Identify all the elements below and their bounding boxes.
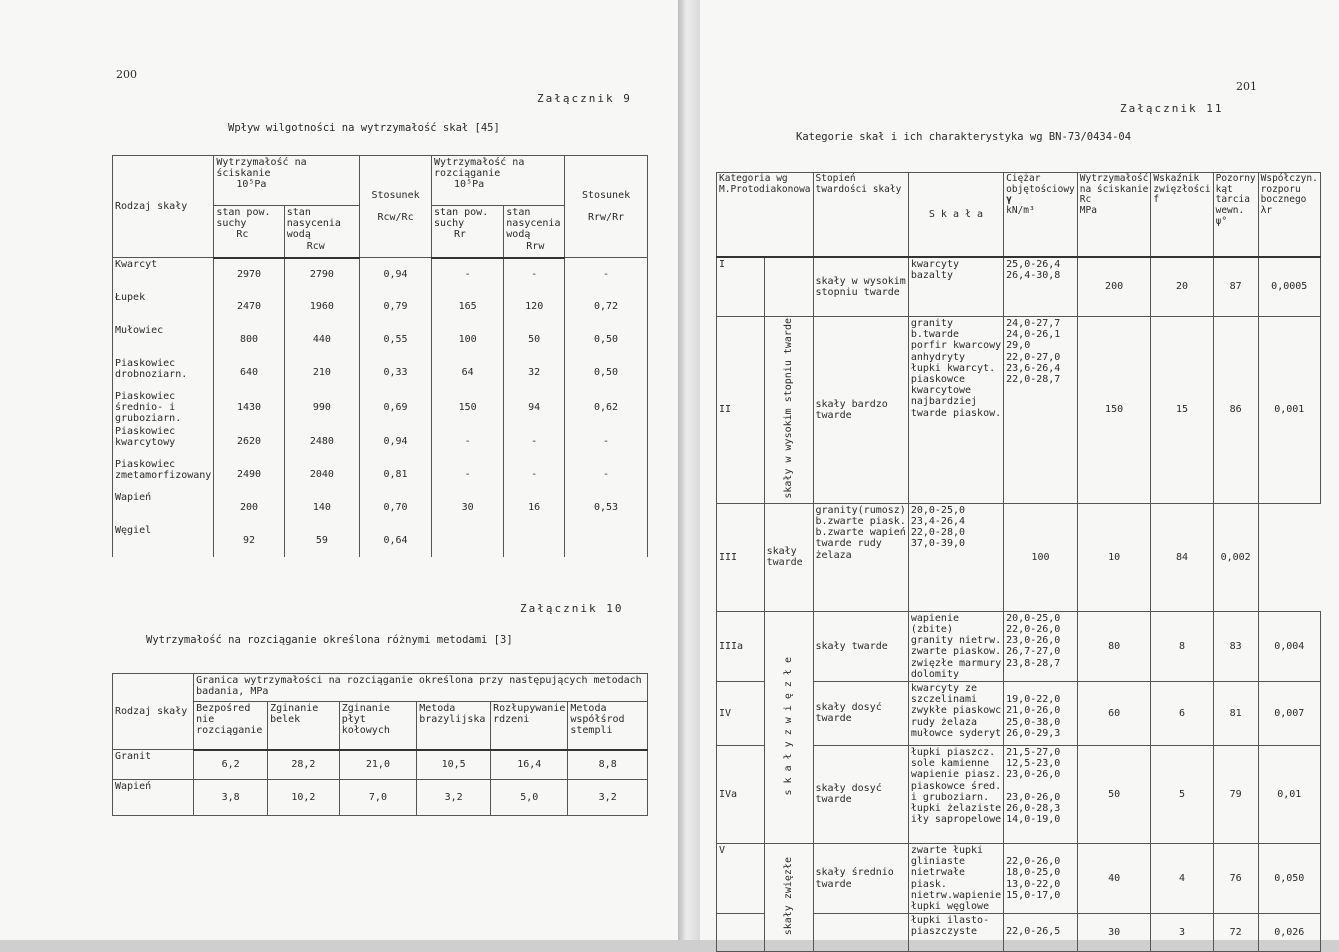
rock-name: iły sapropelowe — [910, 814, 1002, 826]
annex10-table — [112, 673, 648, 816]
header-tension: Wytrzymałość na rozciąganie 10⁵Pa — [432, 156, 565, 206]
rock-name: zwięzłe marmury — [910, 657, 1002, 669]
header-rock-type: Rodzaj skały — [113, 674, 194, 750]
category-cell: IV — [717, 681, 765, 745]
rock-name-cell: Piaskowiec kwarcytowy — [113, 425, 214, 458]
value-cell: 0,001 — [1258, 317, 1320, 504]
value-cell: 6 — [1151, 681, 1213, 745]
rock-name: bazalty — [910, 269, 953, 281]
header-m3: Zginanie płyt kołowych — [339, 702, 416, 750]
table-row — [113, 524, 648, 557]
value-cell: 87 — [1213, 257, 1258, 317]
category-cell: I — [717, 257, 765, 317]
table-row — [113, 750, 648, 780]
weight-value — [1006, 845, 1075, 856]
annex9-label: Załącznik 9 — [537, 92, 632, 105]
value-cell: 0,79 — [360, 291, 432, 324]
value-cell: 5,0 — [491, 780, 568, 816]
header-hardness: Stopień twardości skały — [813, 173, 908, 257]
value-cell: 150 — [1077, 317, 1151, 504]
value-cell: 0,01 — [1258, 745, 1320, 843]
hardness-cell: skały dosyć twarde — [813, 681, 908, 745]
value-cell: - — [565, 458, 648, 491]
weight-value: 21,5-27,0 — [1006, 746, 1061, 758]
value-cell: 7,0 — [339, 780, 416, 816]
value-cell: 10 — [1077, 503, 1151, 611]
weight-value: 14,0-19,0 — [1006, 814, 1061, 826]
weight-value: 23,0-26,0 — [1006, 635, 1061, 647]
value-cell: - — [432, 425, 504, 458]
weight-cell — [1004, 745, 1078, 843]
header-dry-t: stan pow. suchy Rr — [432, 206, 504, 258]
table-row — [717, 843, 1321, 913]
table-row — [113, 357, 648, 390]
value-cell: 28,2 — [268, 750, 340, 780]
table-row — [717, 503, 1321, 611]
value-cell: 40 — [1077, 843, 1151, 913]
rock-name: łupki kwarcyt. — [910, 362, 996, 374]
category-cell — [717, 914, 765, 952]
header-ratio2: Stosunek Rrw/Rr — [565, 156, 648, 258]
weight-value: 29,0 — [1006, 340, 1031, 352]
rock-name-cell: Kwarcyt — [113, 258, 214, 291]
value-cell: 6,2 — [194, 750, 268, 780]
rock-name: i gruboziarn. — [910, 791, 990, 803]
rock-name: granity nietrw. — [910, 635, 1002, 647]
header-rock-type: Rodzaj skały — [113, 156, 214, 258]
value-cell: 800 — [214, 324, 284, 357]
rock-name-cell: Łupek — [113, 291, 214, 324]
header-m1: Bezpośred nie rozciąganie — [194, 702, 268, 750]
value-cell: 1960 — [284, 291, 359, 324]
annex9-title: Wpływ wilgotności na wytrzymałość skał [45] — [228, 122, 500, 134]
value-cell: 94 — [504, 390, 565, 426]
category-cell: IIIa — [717, 611, 765, 681]
value-cell: 165 — [432, 291, 504, 324]
rock-name-cell: Piaskowiec zmetamorfizowany — [113, 458, 214, 491]
rock-name: twarde rudy żelaza — [815, 538, 882, 561]
value-cell: 140 — [284, 491, 359, 524]
rock-name: gliniaste — [910, 856, 966, 868]
weight-value: 23,6-26,4 — [1006, 362, 1061, 374]
group-label: s k a ł y z w i ę z ł e — [782, 656, 794, 796]
rock-name: rudy żelaza — [910, 716, 978, 728]
table-row — [113, 425, 648, 458]
weight-value — [1006, 781, 1075, 792]
header-category: Kategoria wg M.Protodiakonowa — [717, 173, 814, 257]
rock-name-cell: Piaskowiec średnio- i gruboziarn. — [113, 390, 214, 426]
group-label: skały zwięzłe — [782, 856, 794, 936]
weight-value: 26,7-27,0 — [1006, 646, 1061, 658]
value-cell: 0,72 — [565, 291, 648, 324]
annex11-title: Kategorie skał i ich charakterystyka wg BN-73/0434-04 — [796, 131, 1132, 143]
rock-name: anhydryty — [910, 351, 966, 363]
header-weight: Ciężar objętościowy γ kN/m³ — [1004, 173, 1078, 257]
weight-value: 24,0-27,7 — [1006, 318, 1061, 329]
rock-list-cell — [908, 914, 1003, 952]
value-cell: 0,50 — [565, 324, 648, 357]
value-cell: - — [432, 258, 504, 291]
value-cell: 83 — [1213, 611, 1258, 681]
rock-name-cell: Wapień — [113, 780, 194, 816]
table-row — [717, 317, 1321, 504]
value-cell: 3,8 — [194, 780, 268, 816]
weight-cell — [1004, 611, 1078, 681]
rock-name: piaszczyste — [910, 926, 978, 938]
value-cell: 2970 — [214, 258, 284, 291]
weight-value: 22,0-28,0 — [910, 527, 966, 539]
weight-value: 26,0-29,3 — [1006, 727, 1061, 739]
header-friction: Pozorny kąt tarcia wewn. ψ° — [1213, 173, 1258, 257]
header-wet-t: stan nasycenia wodą Rrw — [504, 206, 565, 258]
value-cell: 200 — [1077, 257, 1151, 317]
value-cell: 80 — [1077, 611, 1151, 681]
value-cell: 8 — [1151, 611, 1213, 681]
value-cell: - — [565, 425, 648, 458]
value-cell: 0,004 — [1258, 611, 1320, 681]
rock-name-cell: Piaskowiec drobnoziarn. — [113, 357, 214, 390]
weight-value: 25,0-26,4 — [1006, 258, 1061, 270]
table-row — [113, 458, 648, 491]
rock-list-cell — [908, 745, 1003, 843]
value-cell: 30 — [432, 491, 504, 524]
group-label: skały w wysokim stopniu twarde — [782, 318, 794, 499]
rock-name: piaskowce śred. — [910, 780, 1002, 792]
value-cell: 0,002 — [1213, 503, 1258, 611]
value-cell: 0,62 — [565, 390, 648, 426]
rock-name: twarde piaskow. — [910, 407, 1002, 419]
rock-name: kwarcyty ze szczelinami — [910, 682, 978, 706]
page-number: 201 — [1236, 80, 1257, 93]
value-cell: 30 — [1077, 914, 1151, 952]
weight-value: 18,0-25,0 — [1006, 867, 1061, 879]
book-gutter — [678, 0, 700, 940]
header-rock: S k a ł a — [908, 173, 1003, 257]
annex11-label: Załącznik 11 — [1120, 102, 1224, 115]
value-cell: - — [504, 258, 565, 291]
value-cell: 15 — [1151, 317, 1213, 504]
rock-name: wapienie (zbite) — [910, 612, 959, 635]
value-cell: 440 — [284, 324, 359, 357]
value-cell: 2040 — [284, 458, 359, 491]
header-lateral: Współczyn. rozporu bocznego λr — [1258, 173, 1320, 257]
weight-value: 20,0-25,0 — [1006, 612, 1061, 624]
weight-value: 23,0-26,0 — [1006, 769, 1061, 781]
weight-value: 22,0-27,0 — [1006, 351, 1061, 363]
hardness-cell: skały twarde — [764, 503, 813, 611]
page-number: 200 — [116, 68, 137, 81]
rock-name: b.zwarte wapień — [815, 527, 906, 539]
rock-name: kwarcyty — [910, 258, 959, 270]
value-cell: 0,33 — [360, 357, 432, 390]
value-cell: 1430 — [214, 390, 284, 426]
value-cell: 200 — [214, 491, 284, 524]
rock-name: sole kamienne — [910, 758, 990, 770]
table-row — [113, 258, 648, 291]
weight-value: 23,0-26,0 — [1006, 791, 1061, 803]
value-cell: 0,55 — [360, 324, 432, 357]
rock-name: porfir kwarcowy — [910, 340, 1002, 352]
value-cell: 2470 — [214, 291, 284, 324]
rock-name: granity(rumosz) — [815, 504, 906, 516]
table-row — [717, 257, 1321, 317]
value-cell: - — [504, 458, 565, 491]
annex10-label: Załącznik 10 — [520, 602, 624, 615]
rock-name: granity b.twarde — [910, 318, 959, 341]
value-cell: - — [504, 425, 565, 458]
header-m6: Metoda współśrod stempli — [568, 702, 648, 750]
value-cell: 4 — [1151, 843, 1213, 913]
value-cell: 0,007 — [1258, 681, 1320, 745]
header-compression: Wytrzymałość na ściskanie 10⁵Pa — [214, 156, 360, 206]
weight-value: 37,0-39,0 — [910, 538, 966, 550]
group-blank-cell — [764, 257, 813, 317]
weight-value: 22,0-28,7 — [1006, 373, 1061, 385]
weight-value: 23,4-26,4 — [910, 516, 966, 527]
weight-cell — [1004, 914, 1078, 952]
weight-value: 26,4-30,8 — [1006, 269, 1061, 281]
value-cell: 990 — [284, 390, 359, 426]
weight-value: 12,5-23,0 — [1006, 758, 1061, 770]
value-cell: 0,94 — [360, 425, 432, 458]
value-cell: 0,026 — [1258, 914, 1320, 952]
category-cell: IVa — [717, 745, 765, 843]
rock-name: łupki węglowe — [910, 900, 990, 912]
value-cell: 0,0005 — [1258, 257, 1320, 317]
value-cell: 150 — [432, 390, 504, 426]
weight-value: 13,0-22,0 — [1006, 878, 1061, 890]
header-m4: Metoda brazylijska — [417, 702, 491, 750]
value-cell: 0,64 — [360, 524, 432, 557]
rock-name: wapienie piasz. — [910, 769, 1002, 781]
value-cell: 20 — [1151, 257, 1213, 317]
value-cell: 0,70 — [360, 491, 432, 524]
category-cell: V — [717, 843, 765, 913]
weight-value: 20,0-25,0 — [910, 504, 966, 516]
rock-list-cell — [908, 257, 1003, 317]
value-cell: 640 — [214, 357, 284, 390]
header-dry: stan pow. suchy Rc — [214, 206, 284, 258]
value-cell: 10,5 — [417, 750, 491, 780]
value-cell — [432, 524, 504, 557]
header-span: Granica wytrzymałości na rozciąganie określona przy następujących metodach badania, MPa — [194, 674, 648, 702]
rock-name-cell: Granit — [113, 750, 194, 780]
value-cell: 2620 — [214, 425, 284, 458]
value-cell: 0,50 — [565, 357, 648, 390]
value-cell: 0,94 — [360, 258, 432, 291]
weight-value: 19,0-22,0 — [1006, 694, 1061, 706]
weight-cell — [1004, 317, 1078, 504]
value-cell: 16,4 — [491, 750, 568, 780]
table-row — [113, 491, 648, 524]
weight-value: 25,0-38,0 — [1006, 716, 1061, 728]
weight-cell — [1004, 681, 1078, 745]
group-label-cell — [764, 317, 813, 504]
header-m5: Rozłupywanie rdzeni — [491, 702, 568, 750]
hardness-cell: skały twarde — [813, 611, 908, 681]
value-cell: 84 — [1151, 503, 1213, 611]
right-page — [700, 0, 1339, 940]
hardness-cell — [813, 914, 908, 952]
value-cell: 92 — [214, 524, 284, 557]
group-label-cell — [764, 843, 813, 951]
value-cell: 60 — [1077, 681, 1151, 745]
rock-name: zwarte piaskow. — [910, 646, 1002, 658]
annex10-title: Wytrzymałość na rozciąganie określona różnymi metodami [3] — [146, 634, 513, 646]
value-cell: 100 — [1004, 503, 1078, 611]
weight-value — [1006, 915, 1075, 926]
value-cell: 32 — [504, 357, 565, 390]
rock-name-cell: Wapień — [113, 491, 214, 524]
value-cell: 3,2 — [568, 780, 648, 816]
header-ratio1: Stosunek Rcw/Rc — [360, 156, 432, 258]
rock-name: nietrwałe piask. — [910, 867, 966, 890]
value-cell: 2790 — [284, 258, 359, 291]
weight-value: 23,8-28,7 — [1006, 657, 1061, 669]
header-wet: stan nasycenia wodą Rcw — [284, 206, 359, 258]
category-cell: III — [717, 503, 765, 611]
rock-list-cell — [908, 843, 1003, 913]
value-cell: 50 — [504, 324, 565, 357]
value-cell: - — [565, 258, 648, 291]
hardness-cell: skały bardzo twarde — [813, 317, 908, 504]
group-label-cell — [764, 611, 813, 843]
header-f: Wskaźnik zwięzłości f — [1151, 173, 1213, 257]
rock-name: zwykłe piaskowc — [910, 705, 1002, 717]
value-cell: 120 — [504, 291, 565, 324]
value-cell: 100 — [432, 324, 504, 357]
value-cell: 59 — [284, 524, 359, 557]
weight-value: 26,0-28,3 — [1006, 802, 1061, 814]
value-cell — [565, 524, 648, 557]
value-cell: 16 — [504, 491, 565, 524]
hardness-cell: skały dosyć twarde — [813, 745, 908, 843]
value-cell: 2490 — [214, 458, 284, 491]
left-page — [0, 0, 678, 940]
header-strength: Wytrzymałość na ściskanie Rc MPa — [1077, 173, 1151, 257]
weight-value: 15,0-17,0 — [1006, 889, 1061, 901]
value-cell: 5 — [1151, 745, 1213, 843]
value-cell: 76 — [1213, 843, 1258, 913]
rock-name-cell: Mułowiec — [113, 324, 214, 357]
weight-value: 22,0-26,5 — [1006, 926, 1061, 938]
value-cell: 0,050 — [1258, 843, 1320, 913]
rock-name-cell: Węgiel — [113, 524, 214, 557]
weight-value: 22,0-26,0 — [1006, 856, 1061, 868]
value-cell: 72 — [1213, 914, 1258, 952]
category-cell: II — [717, 317, 765, 504]
weight-cell — [1004, 843, 1078, 913]
weight-value: 24,0-26,1 — [1006, 329, 1061, 341]
table-row — [113, 390, 648, 426]
annex11-table — [716, 172, 1321, 952]
value-cell: 86 — [1213, 317, 1258, 504]
value-cell: 0,69 — [360, 390, 432, 426]
rock-name: łupki żelaziste — [910, 802, 1002, 814]
annex9-table — [112, 155, 648, 557]
value-cell: 8,8 — [568, 750, 648, 780]
rock-name: dolomity — [910, 668, 959, 680]
value-cell: 21,0 — [339, 750, 416, 780]
value-cell: 2480 — [284, 425, 359, 458]
value-cell: 0,81 — [360, 458, 432, 491]
table-row — [113, 291, 648, 324]
weight-value: 22,0-26,0 — [1006, 624, 1061, 635]
weight-cell — [1004, 257, 1078, 317]
rock-name: piaskowce kwarcytowe najbardziej — [910, 373, 978, 408]
rock-name: łupki ilasto- — [910, 915, 990, 927]
value-cell: 0,53 — [565, 491, 648, 524]
hardness-cell: skały w wysokim stopniu twarde — [813, 257, 908, 317]
value-cell: 210 — [284, 357, 359, 390]
rock-list-cell — [908, 681, 1003, 745]
rock-name: b.zwarte piask. — [815, 516, 906, 527]
rock-list-cell — [813, 503, 908, 611]
table-row — [717, 611, 1321, 681]
value-cell — [504, 524, 565, 557]
rock-name: mułowce syderyt — [910, 727, 1002, 739]
rock-name: nietrw.wapienie — [910, 889, 1002, 901]
value-cell: 79 — [1213, 745, 1258, 843]
weight-value — [1006, 683, 1075, 694]
rock-name: łupki piaszcz. — [910, 746, 996, 758]
weight-value: 21,0-26,0 — [1006, 705, 1061, 717]
value-cell: 64 — [432, 357, 504, 390]
value-cell: 3,2 — [417, 780, 491, 816]
rock-list-cell — [908, 611, 1003, 681]
value-cell: - — [432, 458, 504, 491]
rock-list-cell — [908, 317, 1003, 504]
value-cell: 3 — [1151, 914, 1213, 952]
table-row — [113, 780, 648, 816]
table-row — [113, 324, 648, 357]
rock-name: zwarte łupki — [910, 844, 984, 856]
value-cell: 81 — [1213, 681, 1258, 745]
header-m2: Zginanie belek — [268, 702, 340, 750]
value-cell: 50 — [1077, 745, 1151, 843]
weight-cell — [908, 503, 1003, 611]
value-cell: 10,2 — [268, 780, 340, 816]
hardness-cell: skały średnio twarde — [813, 843, 908, 913]
